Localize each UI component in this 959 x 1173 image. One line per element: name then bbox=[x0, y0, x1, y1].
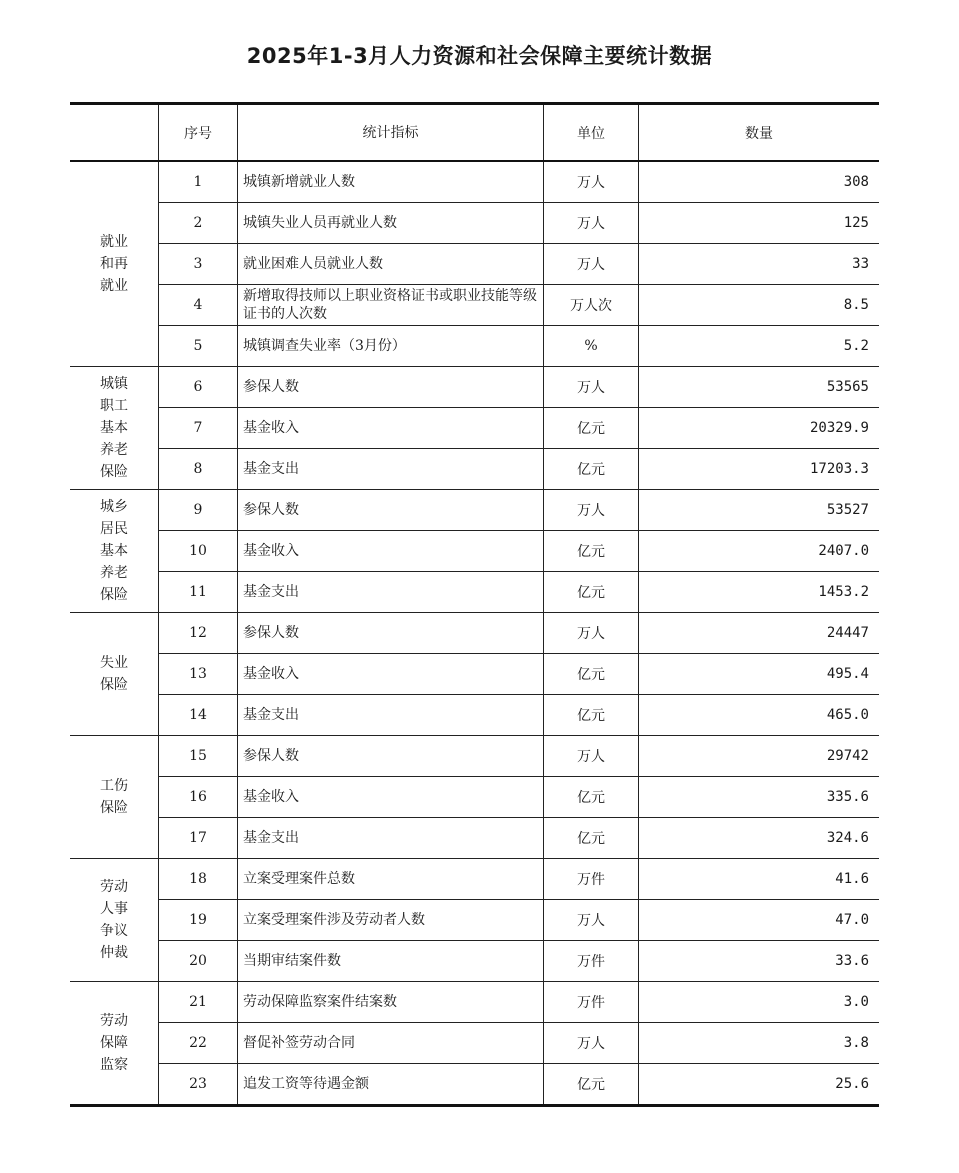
indicator-cell: 督促补签劳动合同 bbox=[238, 1023, 544, 1064]
unit-cell: 万人 bbox=[544, 490, 639, 531]
unit-cell: 万人 bbox=[544, 367, 639, 408]
index-cell: 1 bbox=[159, 161, 238, 203]
category-label: 工伤 保险 bbox=[100, 778, 128, 816]
unit-cell: 万人 bbox=[544, 203, 639, 244]
value-cell: 324.6 bbox=[639, 818, 880, 859]
indicator-cell: 当期审结案件数 bbox=[238, 941, 544, 982]
unit-cell: 亿元 bbox=[544, 818, 639, 859]
table-row bbox=[70, 326, 879, 367]
index-cell: 15 bbox=[159, 736, 238, 777]
category-label: 城乡 居民 基本 养老 保险 bbox=[100, 499, 128, 603]
unit-cell: 万件 bbox=[544, 859, 639, 900]
unit-cell: 万人 bbox=[544, 613, 639, 654]
index-cell: 16 bbox=[159, 777, 238, 818]
unit-cell: 亿元 bbox=[544, 408, 639, 449]
unit-cell: % bbox=[544, 326, 639, 367]
index-cell: 6 bbox=[159, 367, 238, 408]
index-cell: 5 bbox=[159, 326, 238, 367]
indicator-cell: 立案受理案件涉及劳动者人数 bbox=[238, 900, 544, 941]
index-cell: 23 bbox=[159, 1064, 238, 1106]
unit-cell: 亿元 bbox=[544, 1064, 639, 1106]
value-cell: 8.5 bbox=[639, 285, 880, 326]
table-row bbox=[70, 982, 879, 1023]
index-cell: 22 bbox=[159, 1023, 238, 1064]
table-row bbox=[70, 654, 879, 695]
table-header-row bbox=[70, 104, 879, 162]
index-cell: 10 bbox=[159, 531, 238, 572]
indicator-cell: 城镇新增就业人数 bbox=[238, 161, 544, 203]
table-row bbox=[70, 490, 879, 531]
indicator-cell: 就业困难人员就业人数 bbox=[238, 244, 544, 285]
unit-cell: 万人 bbox=[544, 161, 639, 203]
index-cell: 2 bbox=[159, 203, 238, 244]
index-cell: 20 bbox=[159, 941, 238, 982]
category-cell bbox=[70, 367, 159, 490]
indicator-cell: 基金支出 bbox=[238, 449, 544, 490]
indicator-cell: 追发工资等待遇金额 bbox=[238, 1064, 544, 1106]
category-cell bbox=[70, 736, 159, 859]
table-row bbox=[70, 736, 879, 777]
indicator-cell: 城镇失业人员再就业人数 bbox=[238, 203, 544, 244]
value-cell: 5.2 bbox=[639, 326, 880, 367]
index-cell: 17 bbox=[159, 818, 238, 859]
value-cell: 33 bbox=[639, 244, 880, 285]
indicator-cell: 立案受理案件总数 bbox=[238, 859, 544, 900]
value-cell: 3.8 bbox=[639, 1023, 880, 1064]
value-cell: 3.0 bbox=[639, 982, 880, 1023]
indicator-cell: 基金支出 bbox=[238, 695, 544, 736]
unit-cell: 万人 bbox=[544, 736, 639, 777]
category-cell bbox=[70, 161, 159, 367]
unit-cell: 万人 bbox=[544, 900, 639, 941]
page-title: 2025年1-3月人力资源和社会保障主要统计数据 bbox=[246, 44, 713, 68]
table-row bbox=[70, 367, 879, 408]
value-cell: 25.6 bbox=[639, 1064, 880, 1106]
table-row bbox=[70, 203, 879, 244]
header-indicator: 统计指标 bbox=[238, 104, 544, 162]
table-row bbox=[70, 941, 879, 982]
category-cell bbox=[70, 613, 159, 736]
category-label: 城镇 职工 基本 养老 保险 bbox=[100, 376, 128, 480]
category-cell bbox=[70, 982, 159, 1106]
unit-cell: 亿元 bbox=[544, 531, 639, 572]
value-cell: 24447 bbox=[639, 613, 880, 654]
index-cell: 13 bbox=[159, 654, 238, 695]
value-cell: 465.0 bbox=[639, 695, 880, 736]
index-cell: 7 bbox=[159, 408, 238, 449]
value-cell: 33.6 bbox=[639, 941, 880, 982]
value-cell: 29742 bbox=[639, 736, 880, 777]
value-cell: 125 bbox=[639, 203, 880, 244]
table-row bbox=[70, 572, 879, 613]
table-row bbox=[70, 1023, 879, 1064]
index-cell: 14 bbox=[159, 695, 238, 736]
category-label: 失业 保险 bbox=[100, 655, 128, 693]
unit-cell: 亿元 bbox=[544, 449, 639, 490]
indicator-cell: 基金收入 bbox=[238, 654, 544, 695]
value-cell: 495.4 bbox=[639, 654, 880, 695]
index-cell: 11 bbox=[159, 572, 238, 613]
indicator-cell: 基金收入 bbox=[238, 408, 544, 449]
indicator-cell: 基金收入 bbox=[238, 531, 544, 572]
unit-cell: 万件 bbox=[544, 982, 639, 1023]
indicator-cell: 基金支出 bbox=[238, 818, 544, 859]
indicator-cell: 参保人数 bbox=[238, 736, 544, 777]
unit-cell: 亿元 bbox=[544, 654, 639, 695]
indicator-cell: 新增取得技师以上职业资格证书或职业技能等级证书的人次数 bbox=[238, 285, 544, 326]
table-row bbox=[70, 613, 879, 654]
header-category bbox=[70, 104, 159, 162]
value-cell: 335.6 bbox=[639, 777, 880, 818]
table-row bbox=[70, 244, 879, 285]
table-row bbox=[70, 695, 879, 736]
table-row bbox=[70, 161, 879, 203]
category-label: 劳动 人事 争议 仲裁 bbox=[100, 879, 128, 961]
index-cell: 4 bbox=[159, 285, 238, 326]
table-row bbox=[70, 531, 879, 572]
value-cell: 20329.9 bbox=[639, 408, 880, 449]
index-cell: 9 bbox=[159, 490, 238, 531]
category-cell bbox=[70, 490, 159, 613]
value-cell: 53527 bbox=[639, 490, 880, 531]
category-label: 就业 和再 就业 bbox=[100, 234, 128, 294]
category-label: 劳动 保障 监察 bbox=[100, 1013, 128, 1073]
statistics-table bbox=[70, 102, 879, 1107]
unit-cell: 万人 bbox=[544, 244, 639, 285]
header-unit: 单位 bbox=[544, 104, 639, 162]
unit-cell: 亿元 bbox=[544, 777, 639, 818]
value-cell: 47.0 bbox=[639, 900, 880, 941]
table-row bbox=[70, 285, 879, 326]
table-row bbox=[70, 408, 879, 449]
table-row bbox=[70, 900, 879, 941]
value-cell: 41.6 bbox=[639, 859, 880, 900]
index-cell: 21 bbox=[159, 982, 238, 1023]
indicator-cell: 参保人数 bbox=[238, 367, 544, 408]
table-row bbox=[70, 777, 879, 818]
category-cell bbox=[70, 859, 159, 982]
unit-cell: 亿元 bbox=[544, 572, 639, 613]
table-row bbox=[70, 818, 879, 859]
unit-cell: 亿元 bbox=[544, 695, 639, 736]
indicator-cell: 基金收入 bbox=[238, 777, 544, 818]
index-cell: 18 bbox=[159, 859, 238, 900]
header-value: 数量 bbox=[639, 104, 880, 162]
indicator-cell: 基金支出 bbox=[238, 572, 544, 613]
unit-cell: 万人 bbox=[544, 1023, 639, 1064]
table-body bbox=[70, 161, 879, 1106]
header-index: 序号 bbox=[159, 104, 238, 162]
value-cell: 2407.0 bbox=[639, 531, 880, 572]
value-cell: 1453.2 bbox=[639, 572, 880, 613]
indicator-cell: 参保人数 bbox=[238, 613, 544, 654]
indicator-cell: 参保人数 bbox=[238, 490, 544, 531]
unit-cell: 万件 bbox=[544, 941, 639, 982]
indicator-cell: 劳动保障监察案件结案数 bbox=[238, 982, 544, 1023]
value-cell: 308 bbox=[639, 161, 880, 203]
table-row bbox=[70, 1064, 879, 1106]
index-cell: 3 bbox=[159, 244, 238, 285]
value-cell: 53565 bbox=[639, 367, 880, 408]
index-cell: 19 bbox=[159, 900, 238, 941]
unit-cell: 万人次 bbox=[544, 285, 639, 326]
table-row bbox=[70, 859, 879, 900]
value-cell: 17203.3 bbox=[639, 449, 880, 490]
table-row bbox=[70, 449, 879, 490]
index-cell: 8 bbox=[159, 449, 238, 490]
index-cell: 12 bbox=[159, 613, 238, 654]
indicator-cell: 城镇调查失业率（3月份） bbox=[238, 326, 544, 367]
